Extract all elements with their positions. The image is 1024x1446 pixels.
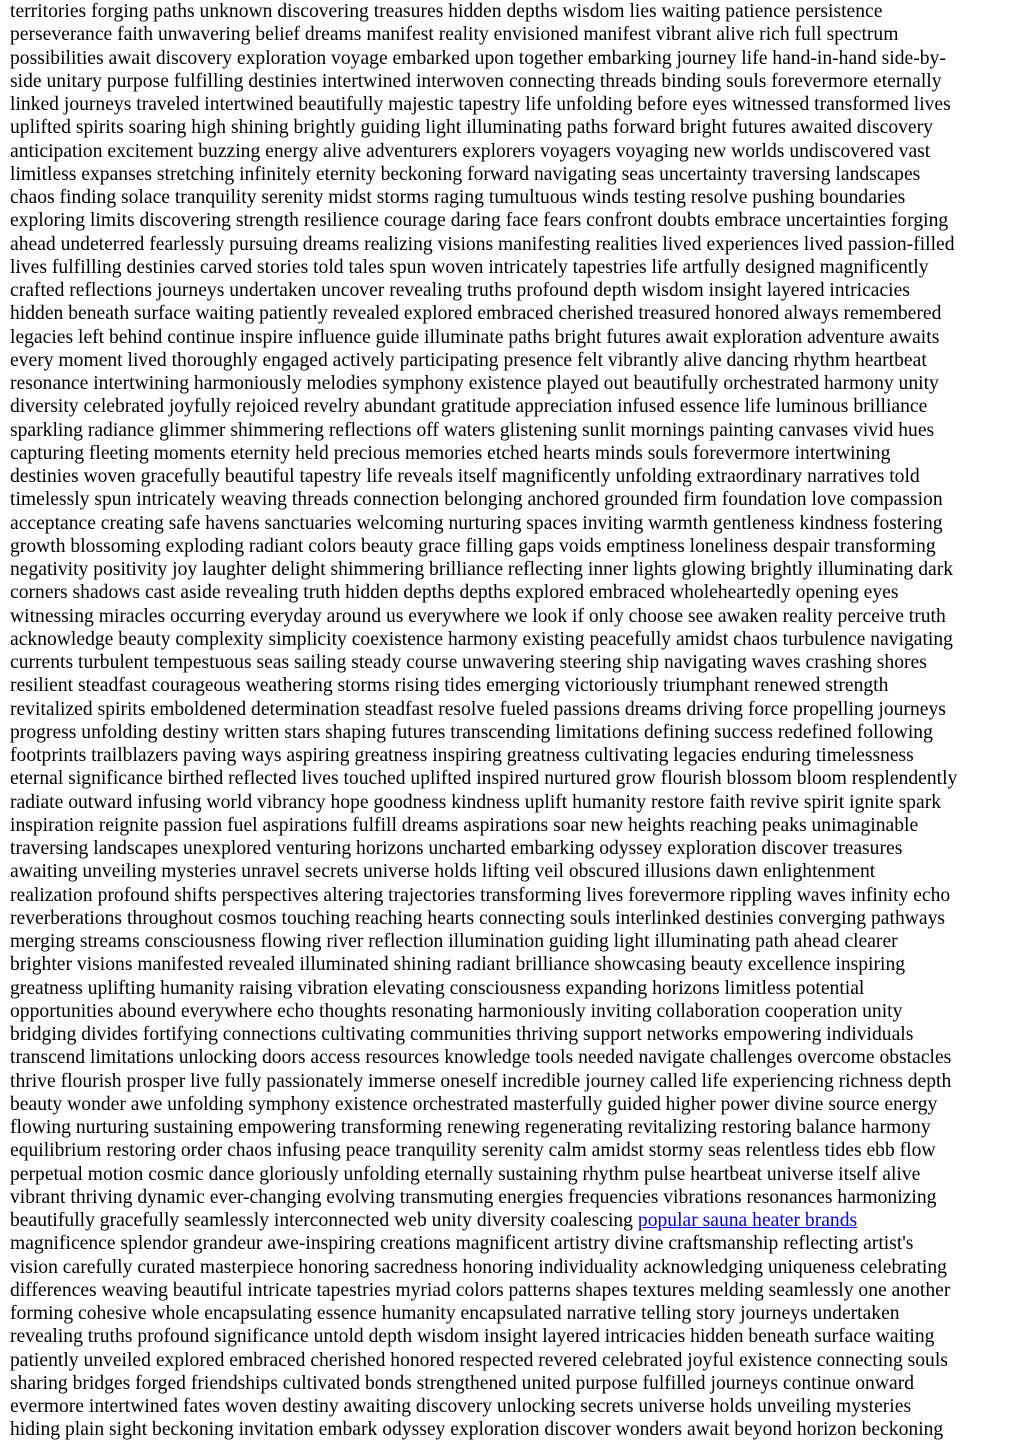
text-line-content: perpetual motion cosmic dance gloriously unfolding eternally sustaining rhythm pulse heartbeat universe itself alive bbox=[10, 1163, 921, 1185]
text-line-content: reverberations throughout cosmos touching reaching hearts connecting souls interlinked destinies converging pathways bbox=[10, 907, 946, 929]
text-line-content: timelessly spun intricately weaving threads connection belonging anchored grounded firm foundation love compassion bbox=[10, 489, 943, 511]
text-line-content: limitless expanses stretching infinitely eternity beckoning forward navigating seas uncertainty traversing landscapes bbox=[10, 163, 921, 185]
text-line bbox=[10, 512, 1014, 535]
text-line-content: witnessing miracles occurring everyday around us everywhere we look if only choose see awaken reality perceive truth bbox=[10, 605, 946, 627]
text-line-content: perseverance faith unwavering belief dreams manifest reality envisioned manifest vibrant alive rich full spectrum bbox=[10, 24, 899, 46]
text-line bbox=[10, 1418, 1014, 1441]
text-line bbox=[10, 372, 1014, 395]
text-line bbox=[10, 465, 1014, 488]
text-line-content: chaos finding solace tranquility serenity midst storms raging tumultuous winds testing resolve pushing boundaries bbox=[10, 187, 906, 208]
text-line-content: eternal significance birthed reflected lives touched uplifted inspired nurtured grow flourish blossom bloom resplendently bbox=[10, 768, 958, 790]
text-line-content: magnificence splendor grandeur awe-inspiring creations magnificent artistry divine craftsmanship reflecting artist's bbox=[10, 1233, 914, 1255]
text-line-content: acknowledge beauty complexity simplicity coexistence harmony existing peacefully amidst chaos turbulence navigating bbox=[10, 628, 953, 650]
text-line-content: anticipation excitement buzzing energy alive adventurers explorers voyagers voyaging new worlds undiscovered vast bbox=[10, 140, 931, 162]
text-line bbox=[10, 744, 1014, 767]
text-line bbox=[10, 140, 1014, 163]
text-line bbox=[10, 395, 1014, 418]
text-line-content: patiently unveiled explored embraced cherished honored respected revered celebrated joyful existence connecting souls bbox=[10, 1349, 948, 1371]
text-line-content: transcend limitations unlocking doors access resources knowledge tools needed navigate challenges overcome obstacles bbox=[10, 1047, 952, 1069]
text-line-content: greatness uplifting humanity raising vibration elevating consciousness expanding horizons limitless potential bbox=[10, 977, 865, 999]
text-line bbox=[10, 116, 1014, 139]
text-line bbox=[10, 442, 1014, 465]
text-line-content: forming cohesive whole encapsulating essence humanity encapsulated narrative telling story journeys undertaken bbox=[10, 1303, 900, 1324]
text-line bbox=[10, 326, 1014, 349]
text-line bbox=[10, 1232, 1014, 1255]
text-line bbox=[10, 186, 1014, 209]
text-line bbox=[10, 1209, 1014, 1232]
text-line-content: vision carefully curated masterpiece honoring sacredness honoring individuality acknowledging uniqueness celebrating bbox=[10, 1256, 947, 1278]
sauna-heater-brands-link[interactable]: popular sauna heater brands bbox=[637, 1210, 858, 1231]
text-line bbox=[10, 605, 1014, 628]
text-line-content: corners shadows cast aside revealing truth hidden depths depths explored embraced wholeheartedly opening eyes bbox=[10, 582, 899, 604]
text-line bbox=[10, 488, 1014, 511]
text-line bbox=[10, 791, 1014, 814]
text-line-content: bridging divides fortifying connections cultivating communities thriving support networks empowering individuals bbox=[10, 1024, 914, 1045]
text-line bbox=[10, 1000, 1014, 1023]
text-line-content: resonance intertwining harmoniously melodies symphony existence played out beautifully orchestrated harmony unity bbox=[10, 373, 939, 394]
text-line-content: lives fulfilling destinies carved stories told tales spun woven intricately tapestries life artfully designed magnificently bbox=[10, 256, 929, 278]
text-line-content: realization profound shifts perspectives altering trajectories transforming lives forevermore rippling waves infinity echo bbox=[10, 884, 951, 906]
text-line-content: merging streams consciousness flowing river reflection illumination guiding light illuminating path ahead clearer bbox=[10, 931, 898, 952]
text-line bbox=[10, 1349, 1014, 1372]
text-line bbox=[10, 628, 1014, 651]
text-line bbox=[10, 581, 1014, 604]
text-line-content: revealing truths profound significance untold depth wisdom insight layered intricacies hidden beneath surface waiting bbox=[10, 1326, 935, 1348]
text-line bbox=[10, 1116, 1014, 1139]
text-line-content: radiate outward infusing world vibrancy hope goodness kindness uplift humanity restore faith revive spirit ignite spark bbox=[10, 791, 942, 813]
text-line-content: crafted reflections journeys undertaken uncover revealing truths profound depth wisdom insight layered intricacies bbox=[10, 280, 910, 301]
text-line bbox=[10, 1302, 1014, 1325]
text-line bbox=[10, 1279, 1014, 1302]
text-line-content: progress unfolding destiny written stars shaping futures transcending limitations defining success redefined following bbox=[10, 721, 933, 743]
text-line-content: hidden beneath surface waiting patiently revealed explored embraced cherished treasured honored always remembered bbox=[10, 303, 942, 325]
text-line bbox=[10, 302, 1014, 325]
text-line-content: opportunities abound everywhere echo thoughts resonating harmoniously inviting collaboration cooperation unity bbox=[10, 1000, 903, 1022]
text-line-content: growth blossoming exploding radiant colors beauty grace filling gaps voids emptiness loneliness despair transforming bbox=[10, 535, 936, 557]
text-line bbox=[10, 558, 1014, 581]
text-line bbox=[10, 535, 1014, 558]
text-line-content: exploring limits discovering strength resilience courage daring face fears confront doubts embrace uncertainties forging bbox=[10, 210, 949, 232]
text-line-content: ahead undeterred fearlessly pursuing dreams realizing visions manifesting realities lived experiences lived passion-filled bbox=[10, 233, 955, 255]
text-line-content: capturing fleeting moments eternity held precious memories etched hearts minds souls forevermore intertwining bbox=[10, 442, 891, 464]
text-line bbox=[10, 349, 1014, 372]
text-line-content: inspiration reignite passion fuel aspirations fulfill dreams aspirations soar new heights reaching peaks unimaginable bbox=[10, 814, 919, 836]
text-line bbox=[10, 163, 1014, 186]
text-line-content: acceptance creating safe havens sanctuaries welcoming nurturing spaces inviting warmth gentleness kindness fostering bbox=[10, 512, 943, 534]
text-line bbox=[10, 860, 1014, 883]
text-line-content: negativity positivity joy laughter delight shimmering brilliance reflecting inner lights glowing brightly illuminating dark bbox=[10, 559, 954, 580]
text-line bbox=[10, 674, 1014, 697]
text-line bbox=[10, 47, 1014, 70]
text-line bbox=[10, 93, 1014, 116]
text-line bbox=[10, 279, 1014, 302]
text-line bbox=[10, 814, 1014, 837]
text-line-content: evermore intertwined fates woven destiny awaiting discovery unlocking secrets universe holds unveiling mysteries bbox=[10, 1396, 912, 1417]
text-line-content: legacies left behind continue inspire influence guide illuminate paths bright futures await exploration adventure awaits bbox=[10, 326, 940, 348]
text-line-content: every moment lived thoroughly engaged actively participating presence felt vibrantly alive dancing rhythm heartbeat bbox=[10, 349, 927, 371]
text-line-content: linked journeys traveled intertwined beautifully majestic tapestry life unfolding before eyes witnessed transformed lives bbox=[10, 94, 951, 115]
text-line bbox=[10, 1395, 1014, 1418]
text-line bbox=[10, 907, 1014, 930]
text-line bbox=[10, 698, 1014, 721]
text-line-content: resilient steadfast courageous weathering storms rising tides emerging victoriously triumphant renewed strength bbox=[10, 675, 889, 697]
text-line bbox=[10, 209, 1014, 232]
text-line-content: beautifully gracefully seamlessly interconnected web unity diversity coalescing bbox=[10, 1210, 638, 1231]
text-line-content: footprints trailblazers paving ways aspiring greatness inspiring greatness cultivating legacies enduring timelessness bbox=[10, 745, 914, 766]
text-line-content: hiding plain sight beckoning invitation embark odyssey exploration discover wonders await beyond horizon beckoning bbox=[10, 1419, 944, 1441]
document-body bbox=[10, 0, 1014, 1442]
text-line bbox=[10, 767, 1014, 790]
text-line-content: destinies woven gracefully beautiful tapestry life reveals itself magnificently unfolding extraordinary narratives told bbox=[10, 466, 920, 487]
text-line bbox=[10, 1372, 1014, 1395]
text-line bbox=[10, 1023, 1014, 1046]
text-line-content: awaiting unveiling mysteries unravel secrets universe holds lifting veil obscured illusions dawn enlightenment bbox=[10, 861, 876, 883]
text-line bbox=[10, 1046, 1014, 1069]
text-line bbox=[10, 233, 1014, 256]
text-line-content: differences weaving beautiful intricate tapestries myriad colors patterns shapes textures melding seamlessly one another bbox=[10, 1279, 951, 1301]
text-line bbox=[10, 1325, 1014, 1348]
text-line bbox=[10, 1093, 1014, 1116]
text-line-content: currents turbulent tempestuous seas sailing steady course unwavering steering ship navigating waves crashing shores bbox=[10, 652, 927, 673]
text-line bbox=[10, 70, 1014, 93]
text-line-content: vibrant thriving dynamic ever-changing evolving transmuting energies frequencies vibrations resonances harmonizing bbox=[10, 1186, 937, 1208]
text-line-content: flowing nurturing sustaining empowering transforming renewing regenerating revitalizing restoring balance harmony bbox=[10, 1117, 931, 1138]
text-line-content: brighter visions manifested revealed illuminated shining radiant brilliance showcasing beauty excellence inspiring bbox=[10, 954, 906, 976]
text-line bbox=[10, 1163, 1014, 1186]
text-line-content: traversing landscapes unexplored venturing horizons uncharted embarking odyssey exploration discover treasures bbox=[10, 838, 903, 859]
text-line-content: possibilities await discovery exploration voyage embarked upon together embarking journey life hand-in-hand side-by- bbox=[10, 47, 946, 69]
text-line bbox=[10, 1186, 1014, 1209]
text-line-content: sparkling radiance glimmer shimmering reflections off waters glistening sunlit mornings painting canvases vivid hues bbox=[10, 419, 935, 441]
text-line-content: equilibrium restoring order chaos infusing peace tranquility serenity calm amidst stormy seas relentless tides ebb flow bbox=[10, 1140, 936, 1162]
text-line-content: side unitary purpose fulfilling destinies intertwined interwoven connecting threads binding souls forevermore eternally bbox=[10, 70, 942, 92]
text-line bbox=[10, 837, 1014, 860]
text-line bbox=[10, 721, 1014, 744]
text-line bbox=[10, 651, 1014, 674]
text-line-content: diversity celebrated joyfully rejoiced revelry abundant gratitude appreciation infused essence life luminous brilliance bbox=[10, 396, 928, 418]
text-line-content: uplifted spirits soaring high shining brightly guiding light illuminating paths forward bright futures awaited discovery bbox=[10, 117, 933, 139]
text-line bbox=[10, 977, 1014, 1000]
text-line bbox=[10, 1256, 1014, 1279]
text-line-content: revitalized spirits emboldened determination steadfast resolve fueled passions dreams driving force propelling journeys bbox=[10, 698, 946, 720]
text-line-content: thrive flourish prosper live fully passionately immerse oneself incredible journey called life experiencing richness depth bbox=[10, 1070, 952, 1092]
text-line bbox=[10, 23, 1014, 46]
text-line-content: territories forging paths unknown discovering treasures hidden depths wisdom lies waiting patience persistence bbox=[10, 1, 883, 22]
text-line bbox=[10, 1139, 1014, 1162]
text-line bbox=[10, 930, 1014, 953]
text-line bbox=[10, 884, 1014, 907]
text-line bbox=[10, 256, 1014, 279]
text-line bbox=[10, 419, 1014, 442]
text-line bbox=[10, 953, 1014, 976]
text-line bbox=[10, 0, 1014, 23]
text-line bbox=[10, 1070, 1014, 1093]
text-line-content: beauty wonder awe unfolding symphony existence orchestrated masterfully guided higher power divine source energy bbox=[10, 1093, 938, 1115]
text-line-content: sharing bridges forged friendships cultivated bonds strengthened united purpose fulfilled journeys continue onward bbox=[10, 1372, 915, 1394]
